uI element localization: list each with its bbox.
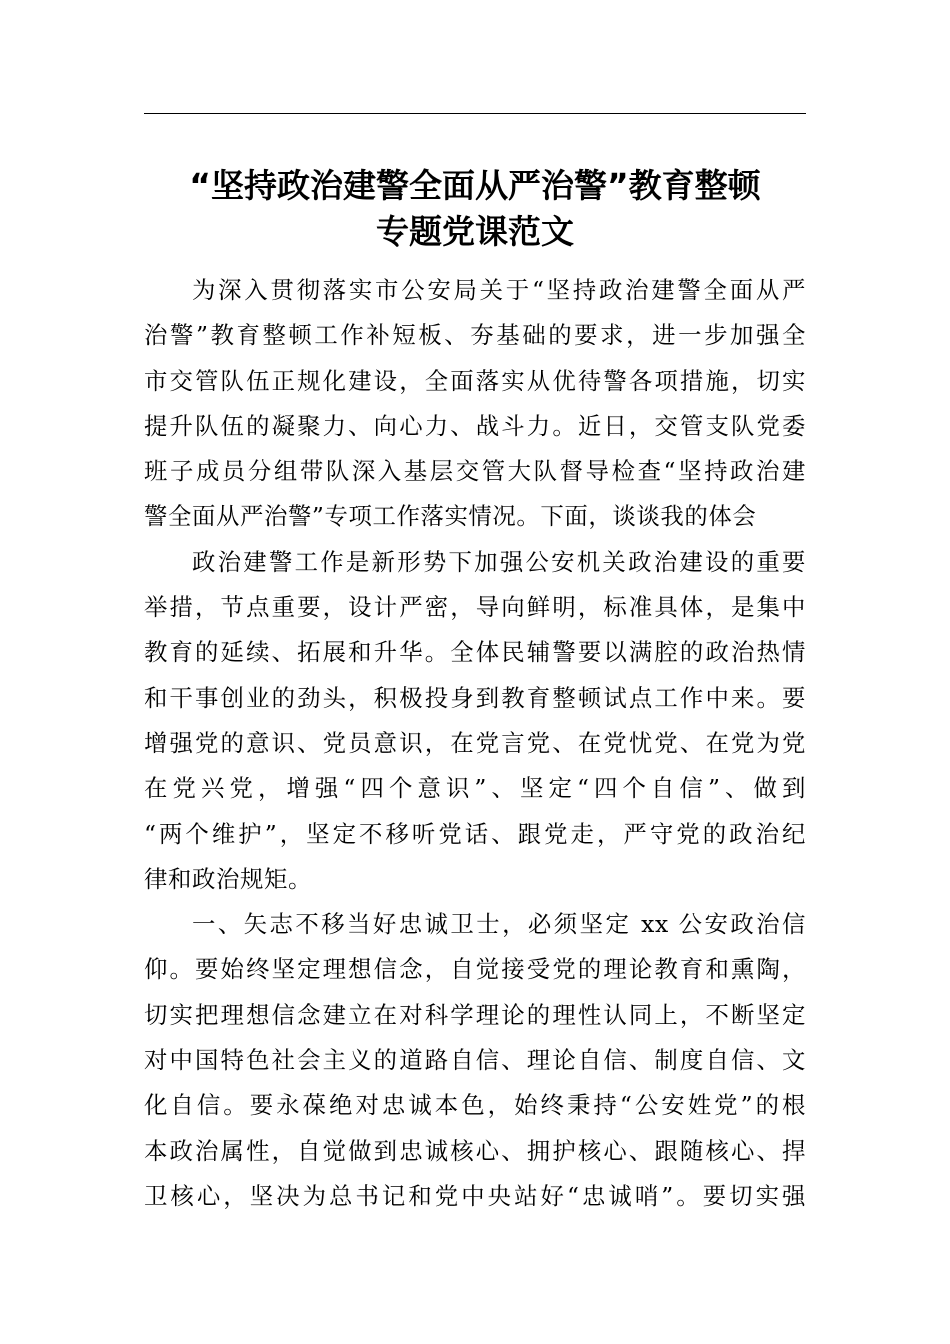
- text-line: 市交管队伍正规化建设，全面落实从优待警各项措施，切实: [144, 366, 806, 395]
- text-line: 增强党的意识、党员意识，在党言党、在党忧党、在党为党: [144, 728, 806, 757]
- text-line: 为深入贯彻落实市公安局关于“坚持政治建警全面从严: [192, 276, 806, 304]
- text-line: 在党兴党，增强“四个意识”、坚定“四个自信”、做到: [144, 774, 806, 803]
- document-body: [144, 268, 806, 1219]
- text-line: 警全面从严治警”专项工作落实情况。下面，谈谈我的体会: [144, 502, 757, 531]
- text-line: 班子成员分组带队深入基层交管大队督导检查“坚持政治建: [144, 457, 806, 486]
- text-line: 本政治属性，自觉做到忠诚核心、拥护核心、跟随核心、捍: [144, 1136, 806, 1165]
- text-line: 政治建警工作是新形势下加强公安机关政治建设的重要: [192, 547, 806, 576]
- text-line: 仰。要始终坚定理想信念，自觉接受党的理论教育和熏陶，: [144, 955, 806, 984]
- text-line: “两个维护”，坚定不移听党话、跟党走，严守党的政治纪: [144, 819, 806, 848]
- text-line: 对中国特色社会主义的道路自信、理论自信、制度自信、文: [144, 1046, 806, 1075]
- paragraph-section-one: [144, 902, 806, 1219]
- text-line: 教育的延续、拓展和升华。全体民辅警要以满腔的政治热情: [144, 638, 806, 667]
- paragraph-intro: [144, 268, 806, 540]
- text-line: 切实把理想信念建立在对科学理论的理性认同上，不断坚定: [144, 1000, 806, 1029]
- text-line: 提升队伍的凝聚力、向心力、战斗力。近日，交管支队党委: [144, 411, 806, 440]
- header-rule: [144, 113, 806, 114]
- paragraph-political-building: [144, 540, 806, 902]
- text-line: 举措，节点重要，设计严密，导向鲜明，标准具体，是集中: [144, 593, 806, 622]
- text-line: 一、矢志不移当好忠诚卫士，必须坚定 xx 公安政治信: [192, 910, 806, 939]
- document-title: [144, 163, 806, 255]
- text-line: 和干事创业的劲头，积极投身到教育整顿试点工作中来。要: [144, 683, 806, 712]
- title-line-1: “坚持政治建警全面从严治警”教育整顿: [189, 166, 761, 205]
- text-line: 卫核心，坚决为总书记和党中央站好“忠诚哨”。要切实强: [144, 1181, 806, 1210]
- text-line: 律和政治规矩。: [144, 864, 312, 893]
- text-line: 治警”教育整顿工作补短板、夯基础的要求，进一步加强全: [144, 321, 806, 350]
- text-line: 化自信。要永葆绝对忠诚本色，始终秉持“公安姓党”的根: [144, 1091, 806, 1120]
- title-line-2: 专题党课范文: [376, 212, 574, 251]
